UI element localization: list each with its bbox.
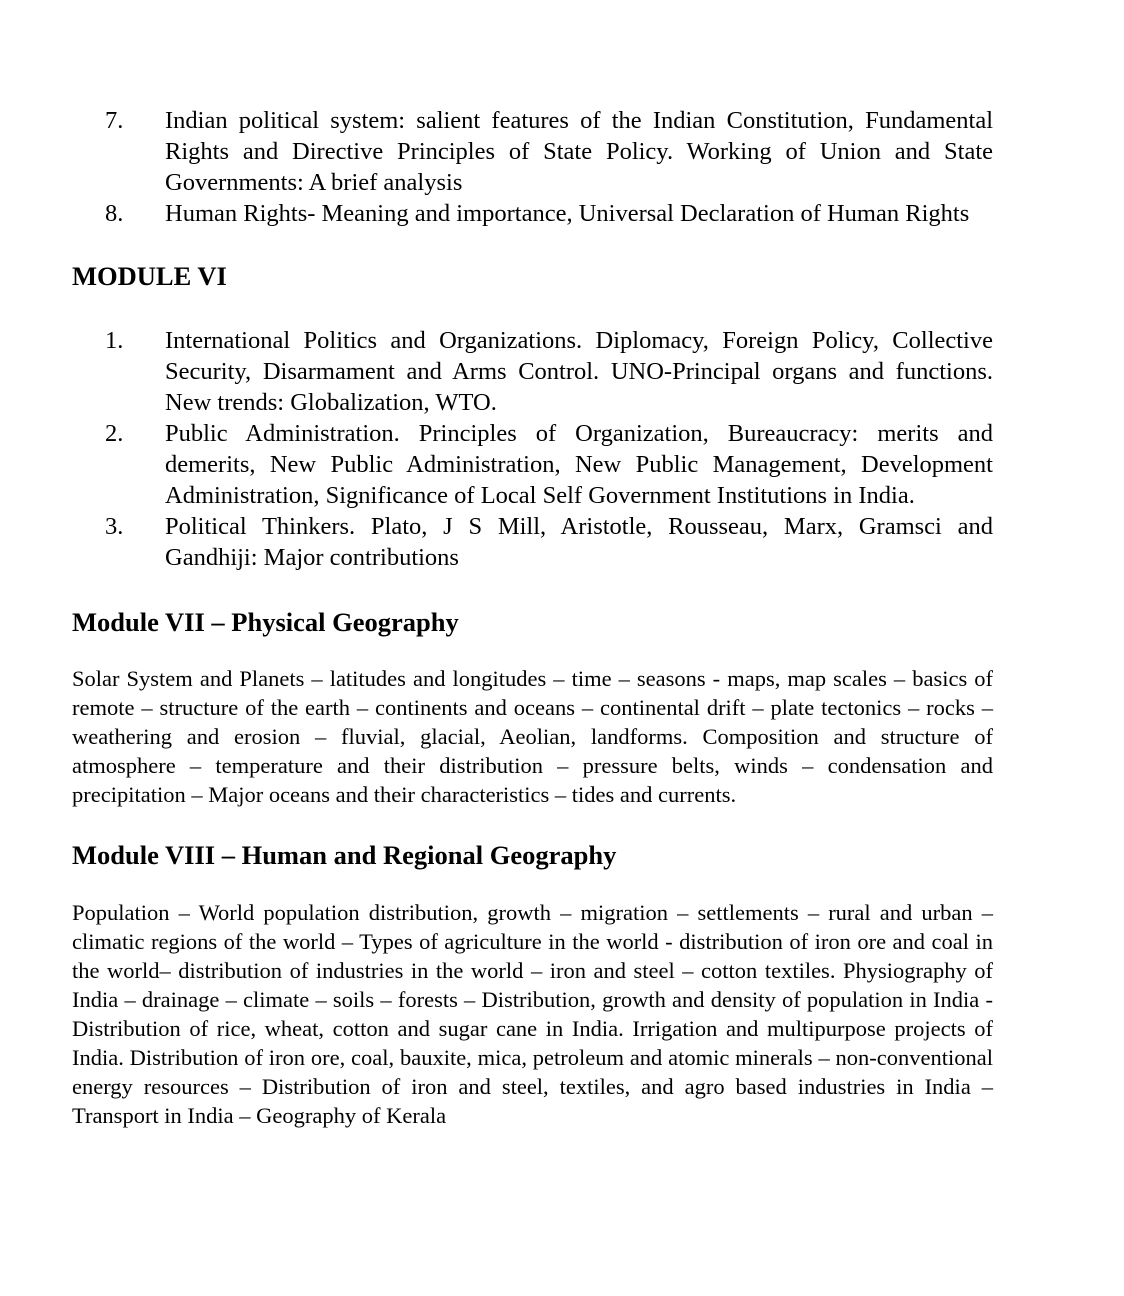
list-item	[72, 198, 993, 229]
item-number: 1.	[105, 327, 124, 354]
item-number: 3.	[105, 513, 124, 540]
item-text: Public Administration. Principles of Organization, Bureaucracy: merits and demerits, New Public Administration, New Public Management, Development Administration, Significance of Local Self Government Institutions in India.	[165, 420, 993, 509]
module-viii-heading: Module VIII – Human and Regional Geography	[72, 840, 617, 870]
item-text: Human Rights- Meaning and importance, Universal Declaration of Human Rights	[165, 200, 970, 227]
document-page	[72, 105, 993, 1130]
item-text: Political Thinkers. Plato, J S Mill, Aristotle, Rousseau, Marx, Gramsci and Gandhiji: Major contributions	[165, 513, 993, 571]
module-vi-item-list	[72, 325, 993, 573]
module-viii-body: Population – World population distribution, growth – migration – settlements – rural and urban – climatic regions of the world – Types of agriculture in the world - distribution of iron ore and coal in the world– distribution of industries in the world – iron and steel – cotton textiles. Physiography of India – drainage – climate – soils – forests – Distribution, growth and density of population in India - Distribution of rice, wheat, cotton and sugar cane in India. Irrigation and multipurpose projects of India. Distribution of iron ore, coal, bauxite, mica, petroleum and atomic minerals – non-conventional energy resources – Distribution of iron and steel, textiles, and agro based industries in India – Transport in India – Geography of Kerala	[72, 900, 993, 1128]
list-item	[72, 511, 993, 573]
item-number: 8.	[105, 200, 124, 227]
module-vii-heading: Module VII – Physical Geography	[72, 607, 459, 637]
item-text: Indian political system: salient features of the Indian Constitution, Fundamental Rights and Directive Principles of State Policy. Working of Union and State Governments: A brief analysis	[165, 107, 993, 196]
item-text: International Politics and Organizations. Diplomacy, Foreign Policy, Collective Security, Disarmament and Arms Control. UNO-Principal organs and functions. New trends: Globalization, WTO.	[165, 327, 993, 416]
module-vi-heading: MODULE VI	[72, 261, 227, 291]
top-item-list	[72, 105, 993, 229]
item-number: 7.	[105, 107, 124, 134]
list-item	[72, 105, 993, 198]
item-number: 2.	[105, 420, 124, 447]
module-vii-body: Solar System and Planets – latitudes and longitudes – time – seasons - maps, map scales – basics of remote – structure of the earth – continents and oceans – continental drift – plate tectonics – rocks – weathering and erosion – fluvial, glacial, Aeolian, landforms. Composition and structure of atmosphere – temperature and their distribution – pressure belts, winds – condensation and precipitation – Major oceans and their characteristics – tides and currents.	[72, 666, 993, 807]
list-item	[72, 325, 993, 418]
list-item	[72, 418, 993, 511]
